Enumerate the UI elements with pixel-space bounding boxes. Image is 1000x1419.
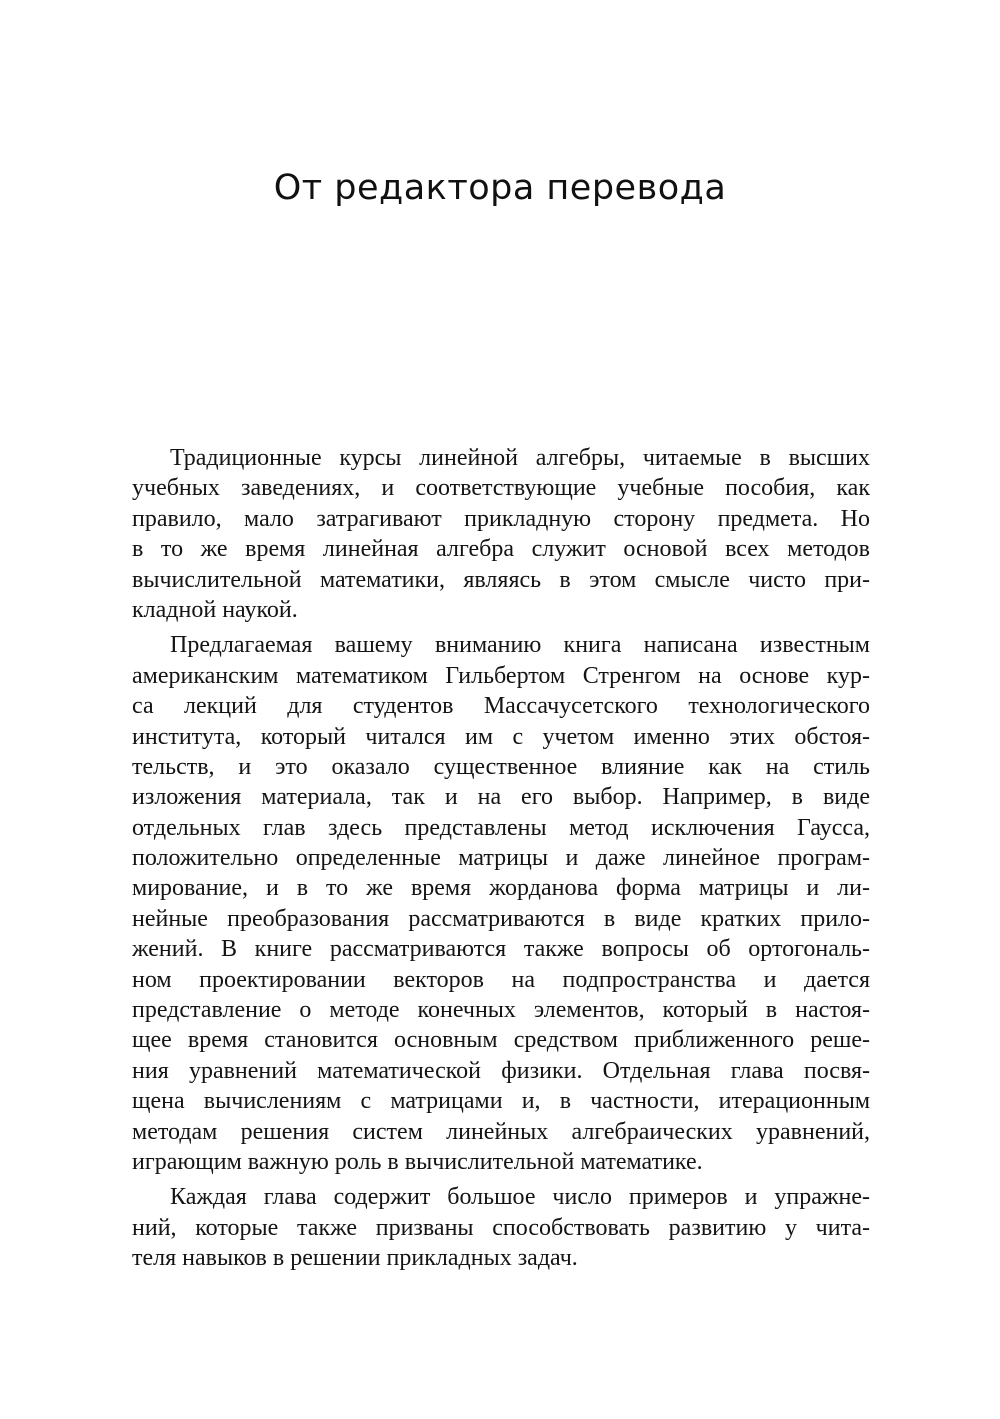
- page-title: От редактора перевода: [273, 168, 727, 208]
- text-line: Традиционные курсы линейной алгебры, читаемые в высших: [170, 445, 870, 471]
- body-text: [132, 443, 870, 1274]
- text-line: ния уравнений математической физики. Отдельная глава посвя-: [132, 1057, 870, 1084]
- text-line: в то же время линейная алгебра служит основой всех методов: [132, 536, 870, 563]
- text-line: тельств, и это оказало существенное влияние как на стиль: [132, 753, 870, 780]
- text-line: нейные преобразования рассматриваются в виде кратких прило-: [132, 905, 870, 932]
- text-line: американским математиком Гильбертом Стренгом на основе кур-: [132, 662, 870, 689]
- text-line: теля навыков в решении прикладных задач.: [132, 1245, 578, 1272]
- text-line: положительно определенные матрицы и даже линейное програм-: [132, 845, 870, 872]
- text-line: щее время становится основным средством приближенного реше-: [132, 1027, 870, 1054]
- paragraph-2: [132, 630, 870, 1177]
- text-line: ном проектировании векторов на подпространства и дается: [132, 966, 870, 993]
- text-line: ний, которые также призваны способствовать развитию у чита-: [132, 1214, 870, 1241]
- text-line: Каждая глава содержит большое число примеров и упражне-: [170, 1184, 870, 1211]
- text-line: мирование, и в то же время жорданова форма матрицы и ли-: [132, 875, 870, 902]
- text-line: института, который читался им с учетом именно этих обстоя-: [132, 723, 870, 750]
- text-line: играющим важную роль в вычислительной математике.: [132, 1148, 703, 1175]
- text-line: жений. В книге рассматриваются также вопросы об ортогональ-: [132, 936, 870, 963]
- text-line: кладной наукой.: [132, 596, 298, 623]
- text-line: щена вычислениям с матрицами и, в частности, итерационным: [132, 1088, 870, 1115]
- text-line: вычислительной математики, являясь в этом смысле чисто при-: [132, 566, 870, 593]
- text-line: отдельных глав здесь представлены метод исключения Гаусса,: [132, 814, 870, 841]
- text-line: представление о методе конечных элементов, который в настоя-: [132, 997, 870, 1024]
- text-line: методам решения систем линейных алгебраических уравнений,: [132, 1118, 870, 1145]
- text-line: правило, мало затрагивают прикладную сторону предмета. Но: [132, 505, 870, 532]
- text-line: учебных заведениях, и соответствующие учебные пособия, как: [132, 475, 870, 502]
- text-line: изложения материала, так и на его выбор. Например, в виде: [132, 784, 870, 811]
- paragraph-1: [132, 443, 870, 625]
- text-line: Предлагаемая вашему вниманию книга написана известным: [170, 632, 870, 659]
- text-line: са лекций для студентов Массачусетского технологического: [132, 693, 870, 720]
- paragraph-3: [132, 1182, 870, 1273]
